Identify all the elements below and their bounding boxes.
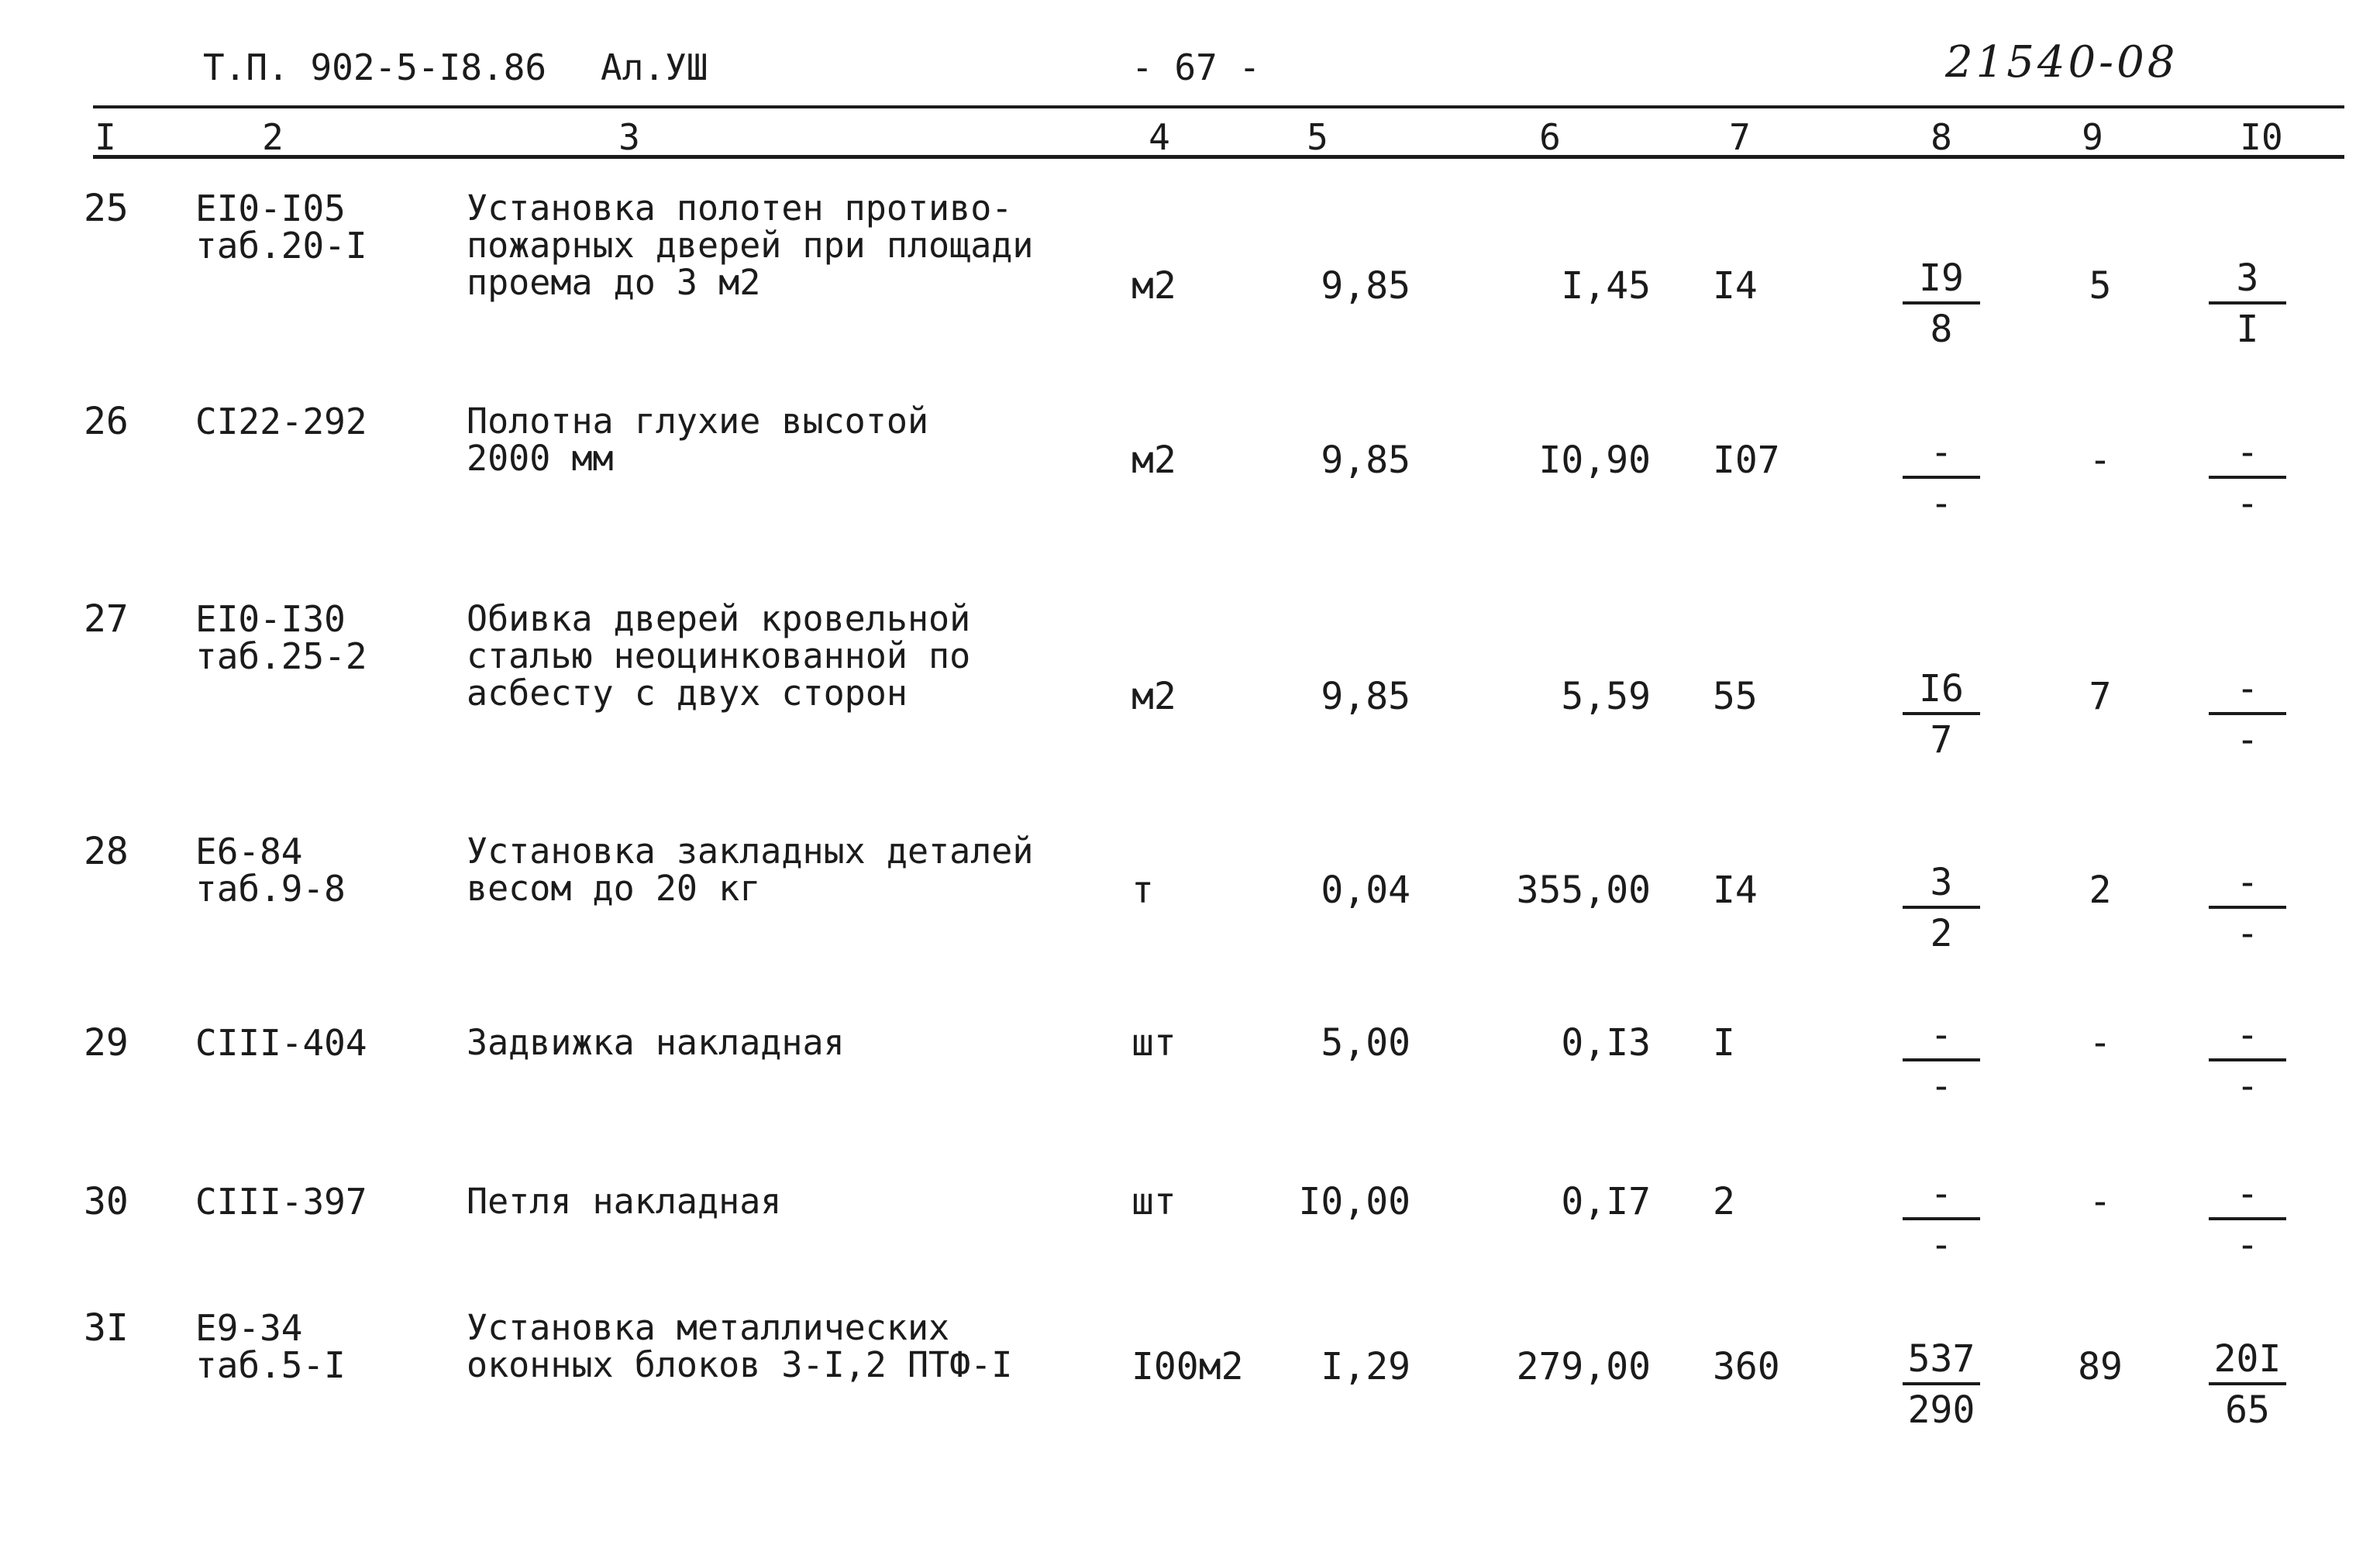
fraction-bottom: - xyxy=(2236,718,2259,762)
total-cost: 360 xyxy=(1713,1345,1780,1388)
fraction-top: - xyxy=(1930,431,1953,474)
fraction-top: - xyxy=(1930,1172,1953,1216)
column-number-4: 4 xyxy=(1149,116,1170,158)
fraction-bar xyxy=(2209,1058,2286,1061)
unit: шт xyxy=(1131,1180,1176,1223)
fraction-top: 20I xyxy=(2213,1337,2282,1381)
unit: м2 xyxy=(1131,675,1176,718)
unit-price: I0,90 xyxy=(1538,439,1651,482)
fraction-top: - xyxy=(2236,431,2259,474)
column-9-value: - xyxy=(2089,1021,2112,1065)
fraction-bar xyxy=(1903,301,1980,304)
fraction-top: I6 xyxy=(1919,667,1964,710)
column-number-7: 7 xyxy=(1729,116,1751,158)
norm-code: CIII-397 xyxy=(195,1181,367,1223)
row-number: 25 xyxy=(84,187,129,230)
column-number-5: 5 xyxy=(1307,116,1328,158)
row-number: 26 xyxy=(84,400,129,443)
total-cost: I xyxy=(1713,1021,1735,1065)
fraction-top: - xyxy=(2236,1172,2259,1216)
column-number-3: 3 xyxy=(618,116,640,158)
unit-price: 355,00 xyxy=(1516,869,1651,912)
table-row xyxy=(0,400,2380,589)
fraction-bottom: - xyxy=(2236,912,2259,955)
row-number: 3I xyxy=(84,1306,129,1350)
quantity: 9,85 xyxy=(1321,439,1410,482)
fraction-bottom: 8 xyxy=(1930,308,1953,351)
column-number-2: 2 xyxy=(262,116,284,158)
total-cost: 2 xyxy=(1713,1180,1735,1223)
norm-code: E6-84 таб.9-8 xyxy=(195,831,346,910)
column-number-1: I xyxy=(95,116,116,158)
work-description: Установка металлических оконных блоков 3-I,2 ПТФ-I xyxy=(467,1307,1013,1385)
total-cost: 55 xyxy=(1713,675,1758,718)
norm-code: EI0-I30 таб.25-2 xyxy=(195,598,367,677)
total-cost: I07 xyxy=(1713,439,1780,482)
total-cost: I4 xyxy=(1713,869,1758,912)
fraction-c8 xyxy=(1903,1172,1980,1267)
quantity: I,29 xyxy=(1321,1345,1410,1388)
work-description: Задвижка накладная xyxy=(467,1022,845,1063)
unit-price: 5,59 xyxy=(1561,675,1651,718)
column-9-value: - xyxy=(2089,439,2112,482)
quantity: 9,85 xyxy=(1321,264,1410,308)
column-number-9: 9 xyxy=(2082,116,2103,158)
work-description: Петля накладная xyxy=(467,1181,782,1222)
row-number: 30 xyxy=(84,1180,129,1223)
fraction-bottom: 290 xyxy=(1907,1388,1975,1432)
fraction-bottom: - xyxy=(2236,1223,2259,1267)
unit: м2 xyxy=(1131,264,1176,308)
fraction-bottom: - xyxy=(1930,1065,1953,1108)
column-number-8: 8 xyxy=(1931,116,1952,158)
page-number: - 67 - xyxy=(1131,46,1261,88)
fraction-c10 xyxy=(2209,1337,2286,1432)
fraction-bottom: - xyxy=(2236,1065,2259,1108)
work-description: Обивка дверей кровельной сталью неоцинкованной по асбесту с двух сторон xyxy=(467,598,971,714)
fraction-top: - xyxy=(2236,861,2259,904)
unit-price: 0,I3 xyxy=(1561,1021,1651,1065)
unit-price: 0,I7 xyxy=(1561,1180,1651,1223)
fraction-bar xyxy=(2209,1382,2286,1385)
unit: I00м2 xyxy=(1131,1345,1244,1388)
column-9-value: 7 xyxy=(2089,675,2112,718)
quantity: 5,00 xyxy=(1321,1021,1410,1065)
total-cost: I4 xyxy=(1713,264,1758,308)
unit-price: I,45 xyxy=(1561,264,1651,308)
fraction-c8 xyxy=(1903,667,1980,762)
fraction-c10 xyxy=(2209,1172,2286,1267)
fraction-top: 3 xyxy=(1930,861,1953,904)
norm-code: CIII-404 xyxy=(195,1022,367,1064)
fraction-top: 3 xyxy=(2236,256,2259,300)
fraction-c8 xyxy=(1903,1013,1980,1108)
fraction-c10 xyxy=(2209,667,2286,762)
fraction-top: 537 xyxy=(1907,1337,1975,1381)
fraction-bar xyxy=(1903,1382,1980,1385)
fraction-bar xyxy=(2209,906,2286,909)
fraction-bottom: 7 xyxy=(1930,718,1953,762)
quantity: 9,85 xyxy=(1321,675,1410,718)
unit: шт xyxy=(1131,1021,1176,1065)
fraction-bar xyxy=(1903,1058,1980,1061)
row-number: 29 xyxy=(84,1021,129,1065)
fraction-bar xyxy=(2209,476,2286,479)
fraction-top: - xyxy=(1930,1013,1953,1057)
fraction-c8 xyxy=(1903,431,1980,525)
unit: м2 xyxy=(1131,439,1176,482)
fraction-c8 xyxy=(1903,1337,1980,1432)
fraction-c8 xyxy=(1903,256,1980,351)
fraction-bar xyxy=(1903,712,1980,715)
fraction-bottom: - xyxy=(1930,482,1953,525)
column-9-value: 89 xyxy=(2078,1345,2123,1388)
table-row xyxy=(0,1306,2380,1495)
fraction-top: - xyxy=(2236,1013,2259,1057)
work-description: Установка полотен противо- пожарных дверей при площади проема до 3 м2 xyxy=(467,187,1034,303)
fraction-c10 xyxy=(2209,256,2286,351)
column-9-value: 2 xyxy=(2089,869,2112,912)
fraction-top: I9 xyxy=(1919,256,1964,300)
column-number-10: I0 xyxy=(2240,116,2283,158)
fraction-bottom: I xyxy=(2236,308,2259,351)
unit-price: 279,00 xyxy=(1516,1345,1651,1388)
fraction-bar xyxy=(1903,476,1980,479)
fraction-bottom: - xyxy=(1930,1223,1953,1267)
norm-code: CI22-292 xyxy=(195,401,367,442)
fraction-c10 xyxy=(2209,1013,2286,1108)
fraction-c8 xyxy=(1903,861,1980,955)
fraction-bar xyxy=(2209,712,2286,715)
fraction-bar xyxy=(2209,301,2286,304)
fraction-bottom: 65 xyxy=(2225,1388,2270,1432)
table-row xyxy=(0,597,2380,786)
fraction-c10 xyxy=(2209,431,2286,525)
norm-code: EI0-I05 таб.20-I xyxy=(195,187,367,267)
row-number: 28 xyxy=(84,830,129,873)
table-row xyxy=(0,187,2380,376)
work-description: Полотна глухие высотой 2000 мм xyxy=(467,401,929,479)
column-9-value: - xyxy=(2089,1180,2112,1223)
table-row xyxy=(0,830,2380,1019)
fraction-bottom: - xyxy=(2236,482,2259,525)
quantity: I0,00 xyxy=(1298,1180,1410,1223)
header-rule-bottom xyxy=(93,155,2344,159)
column-number-6: 6 xyxy=(1539,116,1561,158)
fraction-bar xyxy=(2209,1217,2286,1220)
document-reference: Т.П. 902-5-I8.86 xyxy=(203,46,547,88)
fraction-c10 xyxy=(2209,861,2286,955)
handwritten-number: 21540-08 xyxy=(1945,37,2179,88)
fraction-bottom: 2 xyxy=(1930,912,1953,955)
fraction-top: - xyxy=(2236,667,2259,710)
norm-code: E9-34 таб.5-I xyxy=(195,1307,346,1386)
column-9-value: 5 xyxy=(2089,264,2112,308)
header-rule-top xyxy=(93,105,2344,108)
fraction-bar xyxy=(1903,906,1980,909)
fraction-bar xyxy=(1903,1217,1980,1220)
work-description: Установка закладных деталей весом до 20 кг xyxy=(467,831,1034,909)
unit: т xyxy=(1131,869,1154,912)
quantity: 0,04 xyxy=(1321,869,1410,912)
album-label: Ал.УШ xyxy=(601,46,708,88)
row-number: 27 xyxy=(84,597,129,641)
